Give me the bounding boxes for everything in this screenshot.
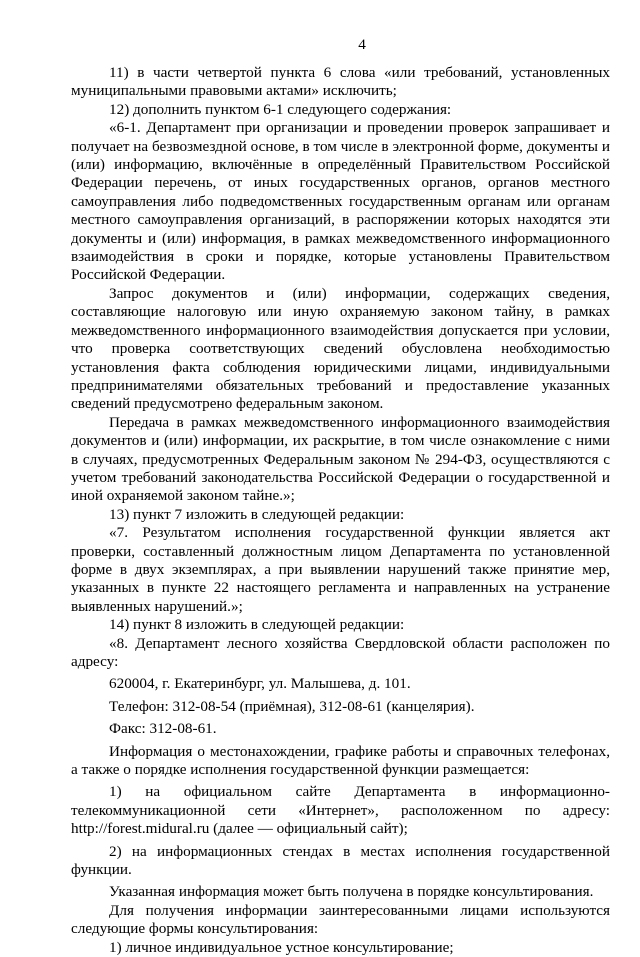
paragraph-info-stands: 2) на информационных стендах в местах исполнения государственной функции. <box>71 842 610 879</box>
paragraph-transfer-documents: Передача в рамках межведомственного информационного взаимодействия документов и (или) информации, их раскрытие, в том числе ознакомление с ними в случаях, предусмотренных Федеральным законом № 294-ФЗ, осуществляются с учетом требований законодательства Российской Федерации о государственной и иной охраняемой законом тайне.»; <box>71 413 610 505</box>
paragraph-phone: Телефон: 312-08-54 (приёмная), 312-08-61 (канцелярия). <box>109 697 475 715</box>
paragraph-consulting-info: Указанная информация может быть получена в порядке консультирования. <box>109 883 594 901</box>
paragraph-address: 620004, г. Екатеринбург, ул. Малышева, д. 101. <box>109 675 411 693</box>
paragraph-clause-7: «7. Результатом исполнения государственной функции является акт проверки, составленный должностным лицом Департамента по установленной форме в двух экземплярах, а при выявлении нарушений также принятие мер, указанных в пункте 22 настоящего регламента и направленных на устранение выявленных нарушений.»; <box>71 524 610 615</box>
paragraph-item-11: 11) в части четвертой пункта 6 слова «или требований, установленных муниципальными правовыми актами» исключить; <box>71 64 610 100</box>
paragraph-info-location: Информация о местонахождении, графике работы и справочных телефонах, а также о порядке исполнения государственной функции размещается: <box>71 742 610 779</box>
paragraph-clause-6-1: «6-1. Департамент при организации и проведении проверок запрашивает и получает на безвозмездной основе, в том числе в электронной форме, документы и (или) информацию, включённые в определённый Правительством Российской Федерации перечень, от иных государственных органов, органов местного самоуправления либо подведомственных государственным органам или органам местного самоуправления организаций, в распоряжении которых находятся эти документы и (или) информация, в рамках межведомственного информационного взаимодействия в сроки и порядке, которые установлены Правительством Российской Федерации. <box>71 119 610 284</box>
paragraph-item-13: 13) пункт 7 изложить в следующей редакции: <box>109 505 405 523</box>
paragraph-request-documents: Запрос документов и (или) информации, содержащих сведения, составляющие налоговую или иную охраняемую законом тайну, в рамках межведомственного информационного взаимодействия допускается при условии, что проверка соответствующих сведений обусловлена необходимостью установления факта соблюдения юридическими лицами, индивидуальными предпринимателями обязательных требований и предоставление указанных сведений предусмотрено федеральным законом. <box>71 284 610 413</box>
paragraph-item-14: 14) пункт 8 изложить в следующей редакции: <box>109 616 405 634</box>
paragraph-personal-consulting: 1) личное индивидуальное устное консультирование; <box>109 938 454 956</box>
paragraph-item-12: 12) дополнить пунктом 6-1 следующего содержания: <box>109 100 452 118</box>
paragraph-official-site: 1) на официальном сайте Департамента в информационно-телекоммуникационной сети «Интернет», расположенном по адресу: http://forest.midural.ru (далее — официальный сайт); <box>71 783 610 838</box>
paragraph-clause-8: «8. Департамент лесного хозяйства Свердловской области расположен по адресу: <box>71 634 610 670</box>
paragraph-fax: Факс: 312-08-61. <box>109 720 217 738</box>
paragraph-consulting-forms: Для получения информации заинтересованными лицами используются следующие формы консультирования: <box>71 901 610 938</box>
document-body <box>71 64 610 957</box>
page-number: 4 <box>358 36 366 53</box>
